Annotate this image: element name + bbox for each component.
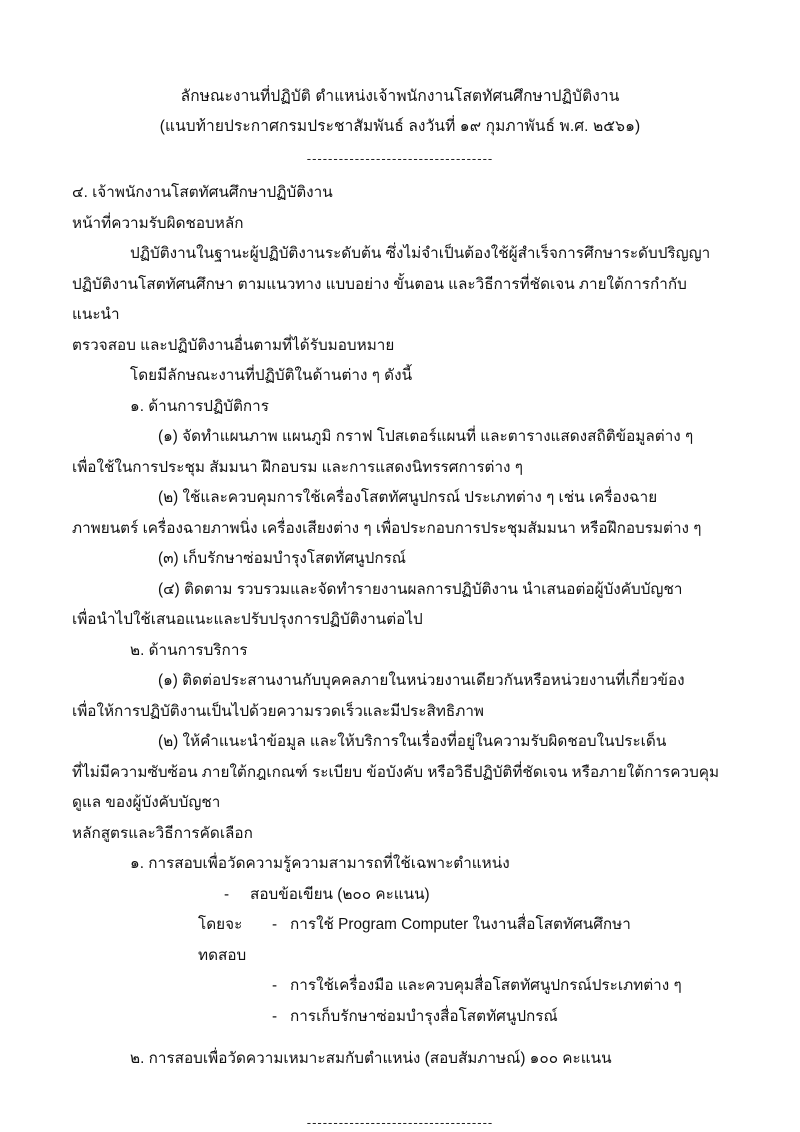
exam1-bytest-item-3: การเก็บรักษาซ่อมบำรุงสื่อโสตทัศนูปกรณ์	[290, 1007, 558, 1025]
bullet-dash: -	[224, 885, 230, 903]
area1-item2-line1: (๒) ใช้และควบคุมการใช้เครื่องโสตทัศนูปกรณ์ ประเภทต่าง ๆ เช่น เครื่องฉาย	[158, 489, 658, 506]
bullet-dash: -	[272, 1007, 278, 1025]
exam1-heading: ๑. การสอบเพื่อวัดความรู้ความสามารถที่ใช้เฉพาะตำแหน่ง	[130, 855, 510, 872]
exam1-bytest-row-1	[72, 910, 728, 971]
exam1-bytest-item-2: การใช้เครื่องมือ และควบคุมสื่อโสตทัศนูปกรณ์ประเภทต่าง ๆ	[290, 977, 682, 994]
responsibility-heading: หน้าที่ความรับผิดชอบหลัก	[72, 214, 244, 232]
responsibility-paragraph-line-2: ปฏิบัติงานโสตทัศนศึกษา ตามแนวทาง แบบอย่าง ขั้นตอน และวิธีการที่ชัดเจน ภายใต้การกำกับ แนะนำ	[72, 275, 687, 323]
area1-heading: ๑. ด้านการปฏิบัติการ	[130, 397, 269, 415]
exam1-bytest-item-1: การใช้ Program Computer ในงานสื่อโสตทัศนศึกษา	[290, 916, 631, 933]
area1-item3-line1: (๓) เก็บรักษาซ่อมบำรุงโสตทัศนูปกรณ์	[158, 550, 406, 567]
area2-item1-line2: เพื่อให้การปฏิบัติงานเป็นไปด้วยความรวดเร็วและมีประสิทธิภาพ	[72, 702, 484, 720]
nature-of-work-line: โดยมีลักษณะงานที่ปฏิบัติในด้านต่าง ๆ ดังนี้	[130, 367, 413, 384]
page-subtitle: (แนบท้ายประกาศกรมประชาสัมพันธ์ ลงวันที่ ๑๙ กุมภาพันธ์ พ.ศ. ๒๕๖๑)	[159, 118, 641, 135]
exam1-written-row	[72, 880, 728, 911]
area1-item4-line2: เพื่อนำไปใช้เสนอแนะและปรับปรุงการปฏิบัติงานต่อไป	[72, 611, 423, 628]
exam2-heading: ๒. การสอบเพื่อวัดความเหมาะสมกับตำแหน่ง (สอบสัมภาษณ์) ๑๐๐ คะแนน	[130, 1050, 612, 1067]
area2-item1-line1: (๑) ติดต่อประสานงานกับบุคคลภายในหน่วยงานเดียวกันหรือหน่วยงานที่เกี่ยวข้อง	[158, 672, 685, 689]
curriculum-heading: หลักสูตรและวิธีการคัดเลือก	[72, 824, 253, 842]
divider-bottom: -----------------------------------	[306, 1114, 494, 1130]
section-heading-item: ๔. เจ้าพนักงานโสตทัศนศึกษาปฏิบัติงาน	[72, 184, 333, 201]
exam1-bytest-row-3	[72, 1002, 728, 1033]
area1-item4-line1: (๔) ติดตาม รวบรวมและจัดทำรายงานผลการปฏิบัติงาน นำเสนอต่อผู้บังคับบัญชา	[158, 580, 683, 598]
area2-heading: ๒. ด้านการบริการ	[130, 641, 248, 659]
area2-item2-line2: ที่ไม่มีความซับซ้อน ภายใต้กฎเกณฑ์ ระเบียบ ข้อบังคับ หรือวิธีปฏิบัติที่ชัดเจน หรือภายใต้การควบคุม	[72, 763, 720, 781]
divider-top: -----------------------------------	[306, 151, 494, 166]
area1-item1-line1: (๑) จัดทำแผนภาพ แผนภูมิ กราฟ โปสเตอร์แผนที่ และตารางแสดงสถิติข้อมูลต่าง ๆ	[158, 428, 694, 445]
area2-item2-line1: (๒) ให้คำแนะนำข้อมูล และให้บริการในเรื่องที่อยู่ในความรับผิดชอบในประเด็น	[158, 733, 667, 750]
area1-item2-line2: ภาพยนตร์ เครื่องฉายภาพนิ่ง เครื่องเสียงต่าง ๆ เพื่อประกอบการประชุมสัมมนา หรือฝึกอบรมต่าง ๆ	[72, 519, 702, 537]
area2-item2-line3: ดูแล ของผู้บังคับบัญชา	[72, 794, 221, 811]
responsibility-paragraph-line-1: ปฏิบัติงานในฐานะผู้ปฏิบัติงานระดับต้น ซึ่งไม่จำเป็นต้องใช้ผู้สำเร็จการศึกษาระดับปริญญา	[130, 245, 711, 262]
page-title: ลักษณะงานที่ปฏิบัติ ตำแหน่งเจ้าพนักงานโสตทัศนศึกษาปฏิบัติงาน	[180, 88, 620, 105]
responsibility-paragraph-line-3: ตรวจสอบ และปฏิบัติงานอื่นตามที่ได้รับมอบหมาย	[72, 336, 395, 354]
bullet-dash: -	[272, 916, 278, 933]
area1-item1-line2: เพื่อใช้ในการประชุม สัมมนา ฝึกอบรม และการแสดงนิทรรศการต่าง ๆ	[72, 458, 523, 476]
exam1-bytest-row-2	[72, 971, 728, 1002]
bullet-dash: -	[272, 977, 278, 994]
exam1-written-text: สอบข้อเขียน (๒๐๐ คะแนน)	[250, 885, 430, 903]
exam1-bytest-label: โดยจะทดสอบ	[198, 916, 247, 964]
